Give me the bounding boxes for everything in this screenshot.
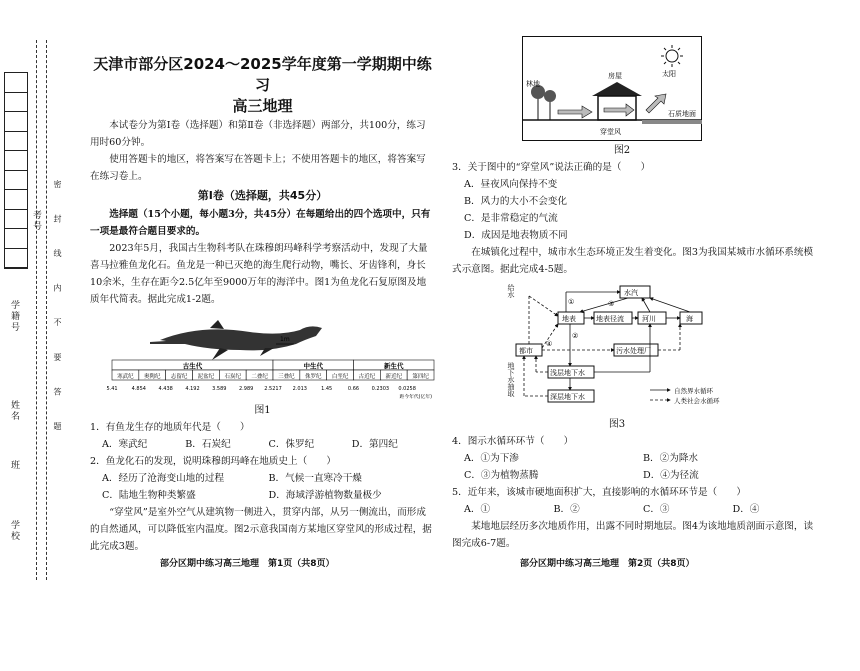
marker-2: ② <box>572 332 579 340</box>
passage-4: 某地地层经历多次地质作用，出露不同时期地层。图4为该地地质剖面示意图，读图完成6-7题。 <box>452 521 814 549</box>
geologic-timeline <box>106 360 434 406</box>
pump-label: 地下水抽取 <box>507 362 515 397</box>
intro-paragraph: 本试卷分为第Ⅰ卷（选择题）和第Ⅱ卷（非选择题）两部分，共100分，练习用时60分钟。 <box>90 120 426 148</box>
figure-1 <box>90 310 435 402</box>
exam-subtitle: 高三地理 <box>232 97 293 115</box>
period-label: 二叠纪 <box>251 374 268 380</box>
era-label: 古生代 <box>182 362 203 370</box>
age-label: 2.5217 <box>264 386 282 392</box>
option-c[interactable]: C．③ <box>643 504 670 515</box>
figure-3-caption: 图3 <box>608 419 626 430</box>
age-label: 2.989 <box>239 386 254 392</box>
age-label: 2.013 <box>292 386 307 392</box>
question-3 <box>452 159 822 244</box>
option-a[interactable]: A．① <box>464 504 491 515</box>
period-label: 泥盆纪 <box>197 374 215 380</box>
vapor-label: 水汽 <box>624 289 638 297</box>
option-b[interactable]: B．石炭纪 <box>185 439 231 450</box>
sewage-plant-label: 污水处理厂 <box>616 347 651 355</box>
option-a[interactable]: A．经历了沧海变山地的过程 <box>102 473 225 484</box>
cut-line-2 <box>46 40 47 580</box>
age-unit-label: 距今年代(亿年) <box>399 395 432 400</box>
period-label: 第四纪 <box>412 374 429 380</box>
option-b[interactable]: B．风力的大小不会变化 <box>464 196 567 207</box>
legend-natural-label: 自然界水循环 <box>674 387 713 395</box>
question-1-options <box>90 436 435 453</box>
figure-2 <box>522 36 702 142</box>
age-label: 0.2303 <box>371 386 390 392</box>
shallow-groundwater-label: 浅层地下水 <box>550 369 585 377</box>
figure-2-caption: 图2 <box>613 145 631 156</box>
age-label: 1.45 <box>321 386 333 392</box>
question-5-stem: 5．近年来，该城市硬地面积扩大，直接影响的水循环环节是（ ） <box>452 487 746 498</box>
option-a[interactable]: A．①为下渗 <box>464 453 519 464</box>
option-a[interactable]: A．寒武纪 <box>102 439 148 450</box>
name-label: 姓名 <box>9 400 19 422</box>
legend-human-label: 人类社会水循环 <box>674 397 720 405</box>
question-4 <box>452 433 822 484</box>
page-1 <box>90 54 435 555</box>
exam-no-label: 考号 <box>31 210 41 232</box>
surface-label: 地表 <box>562 315 576 323</box>
period-label: 侏罗纪 <box>304 374 322 380</box>
water-cycle-diagram <box>510 278 730 416</box>
question-2-stem: 2．鱼龙化石的发现，说明珠穆朗玛峰在地质史上（ ） <box>90 456 336 467</box>
page-2 <box>452 36 822 552</box>
cross-ventilation-diagram <box>522 36 702 142</box>
option-a[interactable]: A．昼夜风向保持不变 <box>464 179 558 190</box>
question-2-options-row1 <box>90 470 435 487</box>
figure-3 <box>507 278 730 416</box>
sun-label: 太阳 <box>662 70 676 78</box>
period-label: 奥陶纪 <box>143 374 161 380</box>
class-label: 班 <box>9 460 19 471</box>
sun-icon <box>661 45 683 67</box>
figure-1-caption: 图1 <box>254 405 271 416</box>
marker-3: ③ <box>608 300 615 308</box>
stone-ground-label: 石质地面 <box>668 110 696 118</box>
option-c[interactable]: C．陆地生物种类繁盛 <box>102 490 196 501</box>
era-label: 新生代 <box>384 362 404 370</box>
question-1-stem: 1．有鱼龙生存的地质年代是（ ） <box>90 422 250 433</box>
option-d[interactable]: D．④ <box>732 504 760 515</box>
school-no-label: 学籍号 <box>9 300 19 333</box>
option-d[interactable]: D．海域浮游植物数量极少 <box>268 490 382 501</box>
period-label: 古近纪 <box>358 374 376 380</box>
sea-label: 海 <box>686 315 693 323</box>
marker-4: ④ <box>546 340 553 348</box>
period-label: 寒武纪 <box>117 374 134 380</box>
cut-line <box>36 40 37 580</box>
deep-groundwater-label: 深层地下水 <box>550 393 585 401</box>
question-4-options-row1 <box>452 450 822 467</box>
instruction: 选择题（15个小题，每小题3分，共45分）在每题给出的四个选项中，只有一项是最符合题目要求的。 <box>90 209 431 237</box>
question-2-options-row2 <box>90 487 435 504</box>
question-2 <box>90 453 435 504</box>
period-label: 三叠纪 <box>278 374 295 380</box>
passage-2: “穿堂风”是室外空气从建筑物一侧进入，贯穿内部，从另一侧流出，而形成的自然通风，可以降低室内温度。图2示意我国南方某地区穿堂风的形成过程，据此完成3题。 <box>90 507 432 552</box>
scale-label: 1m <box>280 336 290 343</box>
passage-3: 在城镇化过程中，城市水生态环境正发生着变化。图3为我国某城市水循环系统模式示意图。据此完成4-5题。 <box>452 247 814 275</box>
question-4-stem: 4．图示水循环环节（ ） <box>452 436 574 447</box>
option-c[interactable]: C．③为植物蒸腾 <box>464 470 539 481</box>
age-label: 3.589 <box>212 386 227 392</box>
age-label: 4.854 <box>131 386 146 392</box>
school-label: 学校 <box>9 520 19 542</box>
age-label: 4.438 <box>158 386 173 392</box>
river-label: 河川 <box>642 315 656 323</box>
option-b[interactable]: B．气候一直寒冷干燥 <box>268 473 362 484</box>
marker-1: ① <box>568 298 575 306</box>
question-3-stem: 3．关于图中的“穿堂风”说法正确的是（ ） <box>452 162 651 173</box>
house-icon <box>592 82 642 120</box>
option-c[interactable]: C．侏罗纪 <box>268 439 315 450</box>
page-1-footer: 部分区期中练习高三地理 第1页（共8页） <box>160 559 335 569</box>
option-b[interactable]: B．② <box>553 504 580 515</box>
binding-strip <box>0 30 60 590</box>
option-b[interactable]: B．②为降水 <box>643 453 699 464</box>
exam-number-grid[interactable] <box>4 72 28 269</box>
question-5-options <box>452 501 822 518</box>
period-label: 志留纪 <box>170 374 188 380</box>
period-label: 白垩纪 <box>331 374 349 380</box>
supply-label: 给水 <box>507 284 515 298</box>
exam-title: 天津市部分区2024～2025学年度第一学期期中练习 <box>93 55 432 94</box>
passage-1: 2023年5月，我国古生物科考队在珠穆朗玛峰科学考察活动中，发现了大量喜马拉雅鱼龙化石。鱼龙是一种已灭绝的海生爬行动物，嘴长、牙齿锋利，身长10余米，生存在距今2.5亿年至9000万年的海洋中。图1为鱼龙化石复原图及地质年代简表。据此完成1-2题。 <box>90 243 428 305</box>
age-label: 0.0258 <box>398 386 416 392</box>
age-label: 0.66 <box>347 386 360 392</box>
era-label: 中生代 <box>303 362 323 370</box>
period-label: 石炭纪 <box>224 374 242 380</box>
forest-label: 林地 <box>526 80 540 88</box>
runoff-label: 地表径流 <box>596 315 624 323</box>
option-d[interactable]: D．成因是地表物质不同 <box>464 230 568 241</box>
section-heading: 第Ⅰ卷（选择题，共45分） <box>197 189 328 202</box>
period-label: 新近纪 <box>385 374 403 380</box>
option-d[interactable]: D．④为径流 <box>643 470 699 481</box>
intro-paragraph-2: 使用答题卡的地区，将答案写在答题卡上；不使用答题卡的地区，将答案写在练习卷上。 <box>90 154 426 182</box>
city-label: 都市 <box>519 347 533 355</box>
page-2-footer: 部分区期中练习高三地理 第2页（共8页） <box>520 559 695 569</box>
tree-icon <box>531 85 556 120</box>
wind-label: 穿堂风 <box>600 128 621 136</box>
age-label: 4.192 <box>185 386 200 392</box>
seal-text: 密 封 线 内 不 要 答 题 <box>53 180 62 442</box>
option-d[interactable]: D．第四纪 <box>351 439 398 450</box>
age-label: 5.41 <box>106 386 118 392</box>
question-4-options-row2 <box>452 467 822 484</box>
question-1 <box>90 419 435 453</box>
option-c[interactable]: C．是非常稳定的气流 <box>464 213 558 224</box>
house-label: 房屋 <box>608 72 622 80</box>
question-5 <box>452 484 822 518</box>
